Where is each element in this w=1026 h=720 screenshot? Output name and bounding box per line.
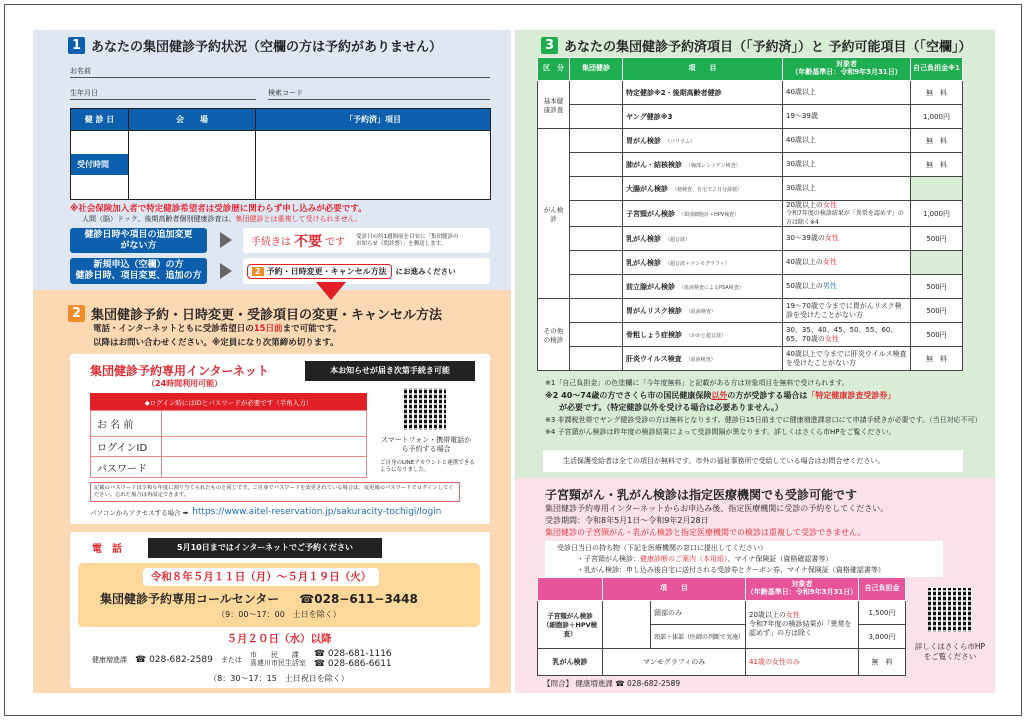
search-code-label: 検索コード (268, 89, 303, 97)
reserved-cell (570, 251, 623, 275)
after-date: ５月２０日（水）以降 (226, 633, 332, 645)
qr-code-icon[interactable] (404, 388, 446, 430)
fee-cell (911, 251, 963, 275)
text: です (325, 237, 345, 248)
section-2-title (68, 304, 442, 323)
call-center (100, 590, 418, 607)
reservation-status-table (70, 108, 491, 200)
bring-items-box (545, 541, 943, 577)
t: 受診期間：令和8年5月1日～令和9年2月28日 (545, 516, 709, 525)
t: 令和7年度の検診結果が「異常を認めず」の方は除く (749, 619, 852, 638)
table-row (538, 201, 963, 227)
breast-item: マンモグラフィのみ (603, 649, 746, 676)
target-text: 30歳以上 (786, 184, 816, 193)
available-badge: 本お知らせが届き次第手続き可能 (305, 361, 475, 381)
breast-label: 乳がん検診 (538, 649, 603, 676)
reserved-cell (570, 347, 623, 371)
go-to-section-2-box (243, 258, 490, 284)
no-change-box: 健診日時や項目の追加変更がない方 (70, 228, 207, 253)
title-text: あなたの集団健診予約状況（空欄の方は予約がありません） (91, 40, 443, 55)
reserved-cell (570, 81, 623, 105)
breast-fee: 無 料 (859, 649, 906, 676)
fee-cell (911, 177, 963, 201)
password-note: 記載のパスワードは令和６年度に割り当てられたものと同じです。ご自身でパスワードを変更されている場合は、変更後のパスワードでログインしてください。忘れた場合は再設定できます。 (90, 482, 460, 502)
required-note: ※社会保険加入者で特定健診希望者は受診歴に関わらず申し込みが必要です。 (70, 204, 367, 214)
item-cell (623, 347, 783, 371)
password-value (162, 457, 367, 478)
item-name: 骨粗しょう症検診 (626, 330, 682, 339)
target-cell (783, 153, 911, 177)
target-text: 40歳以上 (786, 88, 816, 97)
name-field (70, 66, 490, 78)
cervical-option-1: 頸部のみ (651, 601, 746, 625)
fee-1: 1,500円 (859, 601, 906, 625)
item-detail: （頸部細胞診＋HPV検査） (679, 211, 740, 218)
col-date: 健 診 日 (71, 109, 129, 131)
col-reserved-items: 「予約済」項目 (256, 109, 491, 131)
reserved-cell (570, 323, 623, 347)
login-id-value (162, 437, 367, 457)
fee-cell: 無 料 (911, 129, 963, 153)
deadline: 15日前 (253, 324, 283, 334)
target-cell (783, 129, 911, 153)
t: が必要です。（特定健診以外を受ける場合は必要ありません。） (559, 403, 783, 412)
item-detail: （バリウム） (665, 138, 695, 145)
dept-phone: ☎ 028-682-2589 (135, 654, 213, 665)
target-cell (783, 177, 911, 201)
table-row (538, 347, 963, 371)
item-detail: （血液検査） (685, 308, 716, 315)
reserved-cell (570, 299, 623, 323)
dob-field (70, 88, 256, 100)
line2: 健診日時、項目変更、追加の方 (75, 271, 202, 281)
table-row (538, 105, 963, 129)
unnecessary-text: 不要 (294, 233, 322, 250)
item-detail: （便検査、自宅で２日分採便） (672, 186, 743, 193)
reception-time-label: 受付時間 (71, 154, 128, 175)
t: ・乳がん検診：申し込み後自宅に送付される受診券とクーポン券、マイナ保険証（資格確認書等） (577, 566, 885, 574)
table-row (538, 251, 963, 275)
cervical-option-2: 頸部＋体部（医師の判断で実施） (651, 625, 746, 649)
item-name: 大腸がん検診 (626, 184, 668, 193)
target-cell (783, 347, 911, 371)
col-target: 対象者 （年齢基準日：令和9年3月31日） (746, 578, 859, 601)
item-cell (623, 275, 783, 299)
fee-2: 3,000円 (859, 625, 906, 649)
login-header: ◆ログイン時にはIDとパスワードが必要です（半角入力） (91, 394, 367, 411)
item-detail: （胸部レントゲン検査） (686, 162, 741, 169)
section-number: 3 (541, 37, 558, 54)
shimin-phone: ☎ 028-681-1116 (313, 649, 392, 659)
fee-cell: 500円 (911, 227, 963, 251)
reserved-cell (570, 105, 623, 129)
item-cell (623, 299, 783, 323)
table-row (538, 323, 963, 347)
phone-label: 電 話 (92, 544, 122, 555)
item-name: 乳がん検診 (626, 234, 661, 243)
no-procedure-box (243, 228, 490, 253)
item-detail: （かかと超音波） (686, 332, 727, 339)
fee-cell: 無 料 (911, 153, 963, 177)
col-category: 区 分 (538, 58, 570, 81)
item-cell (623, 227, 783, 251)
t: 女性 (785, 610, 800, 619)
reserved-cell (570, 177, 623, 201)
fee-cell: 500円 (911, 299, 963, 323)
target-text: 令和7年度の検診結果が「異常を認めず」の方は除く※4 (786, 210, 904, 226)
call-center-name: 集団健診予約専用コールセンター (100, 592, 280, 606)
col-item: 項 目 (623, 58, 783, 81)
dept-name: 健康増進課 (92, 655, 127, 664)
search-code-field (268, 88, 490, 100)
target-text: 男性 (822, 282, 837, 291)
target-cell (783, 105, 911, 129)
cervical-target (746, 601, 859, 649)
target-text: 19～70歳で今までに胃がんリスク検診を受けたことがない方 (786, 302, 902, 319)
t: 集団健診予約専用インターネットからお申込み後、指定医療機関に受診の予約をしてください。 (545, 504, 889, 513)
target-text: 女性 (824, 334, 839, 343)
reserved-cell (570, 201, 623, 227)
target-text: 40歳以上で今までに肝炎ウイルス検査を受けたことがない方 (786, 350, 907, 367)
login-name-value (162, 411, 367, 437)
t: 以外 (711, 391, 728, 400)
section-3-title (541, 36, 972, 55)
t: ※2 40～74歳の方でさくら市の国民健康保険 (545, 391, 712, 400)
section-number: 2 (68, 305, 85, 322)
item-cell (623, 251, 783, 275)
item-detail: （血液検査によるPSA検査） (679, 284, 744, 291)
col-venue: 会 場 (129, 109, 256, 131)
item-name: 特定健診※2・後期高齢者健診 (626, 88, 722, 97)
item-name: 胃がん検診 (626, 136, 661, 145)
t: まで可能です。 (282, 324, 342, 334)
col-fee: 自己負担金 (859, 578, 906, 601)
section-number: 2 (252, 267, 264, 276)
table-row (538, 81, 963, 105)
col-item: 項 目 (603, 578, 746, 601)
item-detail: （超音波＋マンモグラフィ） (665, 260, 730, 267)
fee-cell: 500円 (911, 323, 963, 347)
t: 、マイナ保険証（資格確認書等） (727, 555, 833, 563)
blank (603, 601, 651, 649)
item-name: 前立腺がん検診 (626, 282, 675, 291)
kitsure-phone: ☎ 028-686-6611 (313, 658, 392, 669)
t: ・子宮頸がん検診： (577, 555, 640, 563)
reserved-cell (570, 275, 623, 299)
section-3-notes (545, 377, 985, 439)
qr-code-icon[interactable] (928, 588, 972, 632)
contact-phones (92, 650, 392, 670)
shimin-name: 市 民 課 (249, 651, 299, 660)
table-row (538, 227, 963, 251)
col-group-checkup: 集団健診 (570, 58, 623, 81)
link-label: 予約・日時変更・キャンセル方法 (266, 266, 387, 276)
section-2-intro (93, 322, 341, 350)
fee-cell: 500円 (911, 275, 963, 299)
target-text: 30～39歳の (786, 234, 825, 243)
fee-cell: 無 料 (911, 81, 963, 105)
login-id-label: ログインID (91, 437, 162, 457)
item-detail: （血液検査） (685, 356, 716, 363)
item-name: 乳がん検診 (626, 258, 661, 267)
qr-caption: スマートフォン・携帯電話から予約する場合 (380, 436, 472, 454)
target-text: 40歳以上 (786, 136, 816, 145)
note-4: ※4 子宮頸がん検診は昨年度の検診結果によって受診間隔が異なります。詳しくはさくら市HPをご覧ください。 (545, 428, 896, 436)
item-cell (623, 323, 783, 347)
col-fee: 自己負担金※1 (911, 58, 963, 81)
t: の方が受診する場合は (727, 391, 808, 400)
table-row (538, 177, 963, 201)
dob-label: 生年月日 (70, 89, 98, 97)
welfare-note: 生活保護受給者は全ての項目が無料です。市外の福祉事務所で受給している場合はお問合せください。 (543, 450, 963, 472)
item-name: 胃がんリスク検診 (626, 306, 682, 315)
target-text: 20歳以上の (786, 201, 823, 209)
item-cell (623, 153, 783, 177)
t: 電話・インターネットともに受診希望日の (93, 324, 254, 334)
item-name: 肝炎ウイルス検査 (626, 354, 682, 363)
section-2-link[interactable] (247, 264, 392, 279)
reserved-cell (570, 129, 623, 153)
fee-cell: 無 料 (911, 347, 963, 371)
target-cell (783, 81, 911, 105)
item-cell (623, 105, 783, 129)
category-cell: 基本健康診査 (538, 81, 570, 129)
item-name: 肺がん・結核検診 (626, 160, 682, 169)
target-text: 50歳以上の (786, 282, 823, 291)
note-3: ※3 非課税世帯でヤング健診受診の方は無料となります。健診日15日前までに健康増進課窓口にて申請手続きが必要です。（当日対応不可） (545, 416, 982, 424)
table-row (538, 129, 963, 153)
internet-title: 集団健診予約専用インターネット (90, 364, 269, 378)
t: 20歳以上の (749, 610, 786, 619)
contact: 【問合】 健康増進課 ☎ 028-682-2589 (543, 679, 681, 688)
mail-note: 受診日の約1週間前を目安に「集団健診のお知らせ（問診票）」を郵送します。 (356, 233, 459, 247)
note-text: 人間（脳）ドック、後期高齢者個別健康診査は、 (82, 215, 236, 223)
login-table (90, 393, 367, 478)
fee-cell: 1,000円 (911, 201, 963, 227)
note-red-text: 集団健診とは重複して受けられません。 (235, 215, 362, 223)
col-blank (538, 578, 603, 601)
target-cell (783, 201, 911, 227)
call-period: 令和８年５月１１日（月）～５月１９日（火） (143, 568, 379, 586)
table-row (538, 153, 963, 177)
target-cell (783, 227, 911, 251)
login-url-link[interactable]: https://www.aitel-reservation.jp/sakuracity-tochigi/login (192, 507, 442, 517)
section-4-title: 子宮頸がん・乳がん検診は指定医療機関でも受診可能です (545, 488, 858, 502)
t: 以降はお問い合わせください。※定員になり次第締め切ります。 (93, 338, 339, 348)
target-text: 女性 (824, 234, 839, 243)
internet-until-badge: 5月10日まではインターネットでご予約ください (148, 538, 382, 558)
new-or-change-box (70, 258, 207, 284)
internet-hours: （24時間利用可能） (147, 379, 223, 388)
title-text: 集団健診予約・日時変更・受診項目の変更・キャンセル方法 (91, 308, 443, 323)
call-center-hours: （9：00～17：00 土日を除く） (217, 610, 341, 619)
qr-caption: 詳しくはさくら市HPをご覧ください (914, 642, 986, 661)
section-number: 1 (68, 37, 85, 54)
pc-label: パソコンからアクセスする場合 ➡ (90, 508, 189, 517)
target-text: 40歳以上の (786, 258, 823, 267)
note-1: ※1「自己負担金」の色塗欄に「今年度無料」と記載がある方は対象項目を無料で受けられます。 (545, 379, 849, 387)
office-hours: （8：30～17：15 土日祝日を除く） (209, 674, 349, 683)
items-table (537, 57, 963, 371)
name-label: お名前 (70, 67, 91, 75)
breast-target: 41歳の女性のみ (746, 649, 859, 676)
target-text: 女性 (822, 258, 837, 267)
item-cell (623, 129, 783, 153)
line1: 新規申込（空欄）の方 (93, 260, 184, 271)
table-row (538, 275, 963, 299)
kitsure-name: 喜連川市民生活室 (249, 658, 306, 667)
item-name: 子宮頸がん検診 (626, 209, 675, 218)
item-name: ヤング健診※3 (626, 112, 673, 121)
col-target: 対象者 （年齢基準日：令和9年3月31日） (783, 58, 911, 81)
target-text: 30、35、40、45、50、55、60、65、70歳の (786, 326, 898, 343)
section-1-title (68, 36, 442, 55)
reserved-cell (570, 153, 623, 177)
section-4-intro (545, 503, 888, 539)
reserved-cell (570, 227, 623, 251)
t: 受診日当日の持ち物（下記を医療機関の窓口に提出してください） (557, 544, 767, 552)
item-cell (623, 81, 783, 105)
item-cell (623, 177, 783, 201)
designated-clinic-table (537, 577, 906, 676)
arrow-down-icon (316, 282, 346, 300)
login-name-label: お 名 前 (91, 411, 162, 437)
arrow-right-icon (220, 232, 232, 248)
category-cell: がん検診 (538, 129, 570, 299)
duplicate-note (82, 214, 362, 224)
note-2 (545, 390, 985, 414)
target-cell (783, 251, 911, 275)
pc-access (90, 507, 441, 517)
text: にお進みください (395, 266, 456, 276)
category-cell: その他の検診 (538, 299, 570, 371)
table-row (538, 299, 963, 323)
or: または (220, 655, 242, 664)
t: 「特定健康診査受診券」 (807, 391, 896, 400)
item-cell (623, 201, 783, 227)
t: 集団健診の子宮頸がん・乳がん検診と指定医療機関での検診は重複して受診できません。 (545, 528, 866, 537)
cervical-label: 子宮頸がん検診 （細胞診＋HPV検査） (538, 601, 603, 649)
target-cell (783, 323, 911, 347)
target-text: 19～39歳 (786, 112, 818, 121)
target-text: 30歳以上 (786, 160, 816, 169)
title-text: あなたの集団健診予約済項目（「予約済」）と 予約可能項目（「空欄」） (564, 40, 972, 55)
t: 健康診断のご案内（本用紙） (640, 555, 728, 563)
target-cell (783, 275, 911, 299)
item-detail: （超音波） (665, 236, 691, 243)
arrow-right-icon (220, 263, 232, 279)
target-cell (783, 299, 911, 323)
fee-cell: 1,000円 (911, 105, 963, 129)
call-center-phone: ☎028−611−3448 (299, 592, 418, 606)
text: 手続きは (251, 237, 291, 248)
line-note: ご自身のLINEアカウントと連携できるようになりました。 (380, 460, 475, 474)
password-label: パスワード (91, 457, 162, 478)
target-text: 女性 (822, 201, 837, 209)
